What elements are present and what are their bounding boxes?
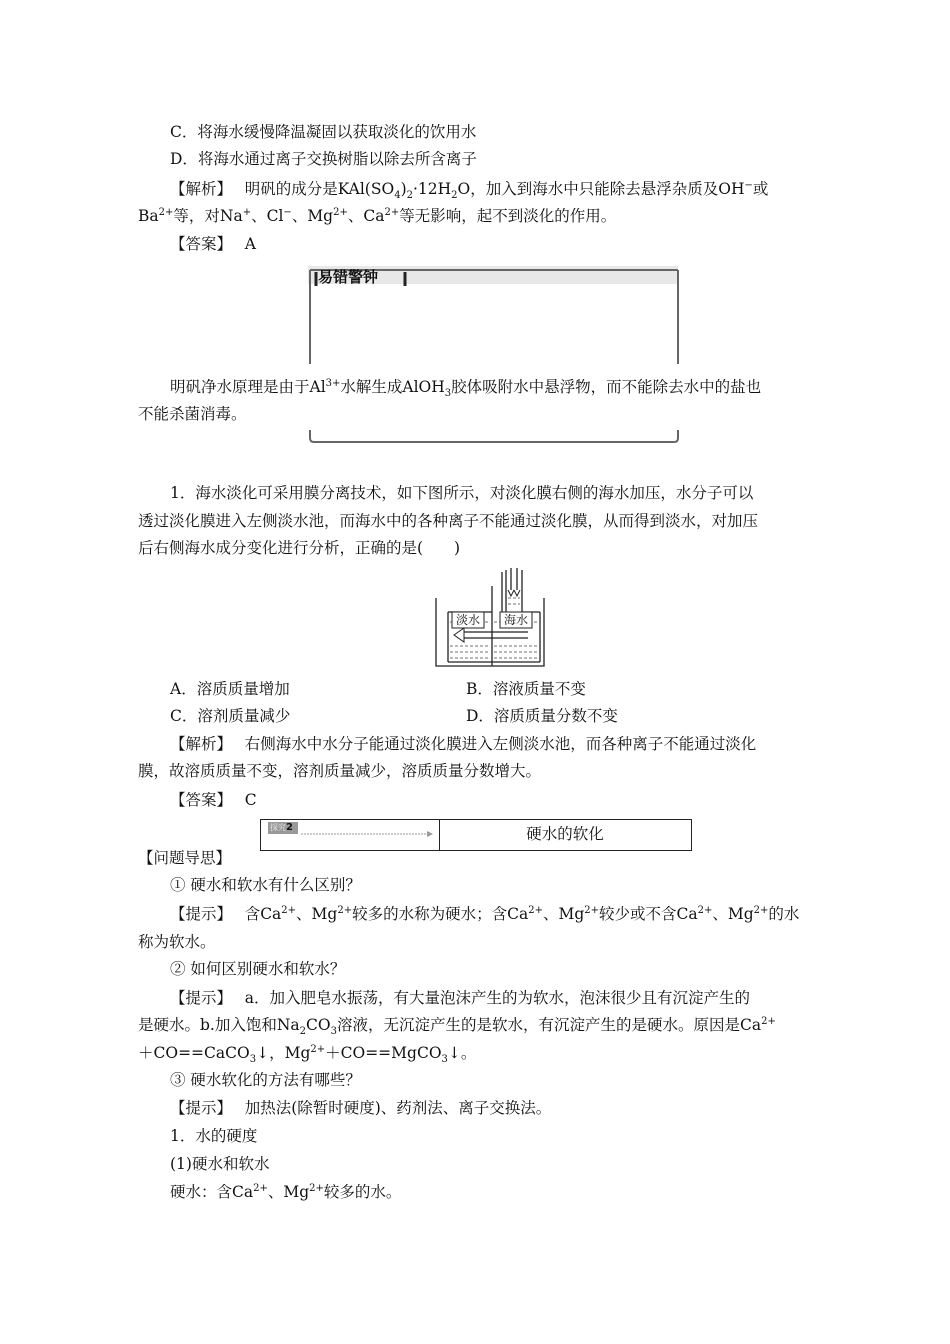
option-d: D．溶质质量分数不变 (466, 707, 618, 725)
seawater-label: 海水 (503, 613, 528, 627)
content-paragraph-1: 硬水：含$Ca^{2+}$、$Mg^{2+}$较多的水。 (170, 1182, 402, 1201)
question-stem-1: 1．海水淡化可采用膜分离技术，如下图所示，对淡化膜右侧的海水加压，水分子可以 (170, 484, 754, 502)
guide-question-2: ② 如何区别硬水和软水？ (170, 960, 346, 978)
section-tag: 探究2 (268, 822, 298, 834)
content-heading-2: (1)硬水和软水 (170, 1155, 270, 1173)
analysis-line-1: 【解析】 右侧海水中水分子能通过淡化膜进入左侧淡水池，而各种离子不能通过淡化 (170, 735, 757, 753)
warning-box-title: 易错警钟 (318, 268, 379, 286)
guide-label: 【问题导思】 (138, 849, 232, 867)
option-d: D．将海水通过离子交换树脂以除去所含离子 (170, 150, 477, 168)
guide-question-1: ① 硬水和软水有什么区别？ (170, 876, 361, 894)
hint-3: 【提示】 加热法(除暂时硬度)、药剂法、离子交换法。 (170, 1099, 552, 1117)
answer-line: 【答案】 C (170, 791, 257, 809)
option-a: A．溶质质量增加 (170, 680, 290, 698)
hint-2-line-3: ＋CO==CaCO$_3$↓，$Mg^{2+}+CO==MgCO_3↓$。 (138, 1043, 477, 1066)
hint-1-line-1: 【提示】 含$Ca^{2+}$、$Mg^{2+}$较多的水称为硬水；含$Ca^{2+}$、$Mg^{2+}$较少或不含$Ca^{2+}$、$Mg^{2+}$的水 (170, 904, 800, 923)
section-title: 硬水的软化 (526, 825, 604, 843)
question-stem-2: 透过淡化膜进入左侧淡水池，而海水中的各种离子不能通过淡化膜，从而得到淡水，对加压 (138, 512, 759, 530)
guide-question-3: ③ 硬水软化的方法有哪些？ (170, 1071, 361, 1089)
option-c: C．溶剂质量减少 (170, 707, 291, 725)
warning-box-frame (300, 262, 690, 446)
analysis-line-2: 膜，故溶质质量不变，溶剂质量减少，溶质质量分数增大。 (138, 762, 542, 780)
option-b: B．溶液质量不变 (466, 680, 586, 698)
hint-1-line-2: 称为软水。 (138, 933, 216, 951)
content-heading-1: 1．水的硬度 (170, 1127, 258, 1145)
hint-2-line-2: 是硬水。b.加入饱和$Na_2CO_3$溶液，无沉淀产生的是软水，有沉淀产生的是硬水。原因是$Ca^{2+}$ (138, 1015, 776, 1038)
hint-2-line-1: 【提示】 a．加入肥皂水振荡，有大量泡沫产生的为软水，泡沫很少且有沉淀产生的 (170, 989, 750, 1007)
option-c: C．将海水缓慢降温凝固以获取淡化的饮用水 (170, 123, 477, 141)
warning-line-1: 明矾净水原理是由于$Al^{3+}$水解生成AlOH$_3$胶体吸附水中悬浮物，而不能除去水中的盐也 (170, 377, 762, 400)
question-stem-3: 后右侧海水成分变化进行分析，正确的是( ) (138, 539, 461, 557)
analysis-line-1: 【解析】 明矾的成分是$KAl(SO_4)_2\cdot 12H_2O$，加入到海水中只能除去悬浮杂质及OH−或 (170, 179, 769, 202)
answer-line: 【答案】 A (170, 235, 256, 253)
arrow-icon (301, 830, 435, 838)
warning-line-2: 不能杀菌消毒。 (138, 405, 247, 423)
fresh-water-label: 淡水 (455, 613, 480, 627)
analysis-line-2: $Ba^{2+}$等，对Na+、Cl−、$Mg^{2+}$、$Ca^{2+}$等无影响，起不到淡化的作用。 (138, 206, 617, 225)
